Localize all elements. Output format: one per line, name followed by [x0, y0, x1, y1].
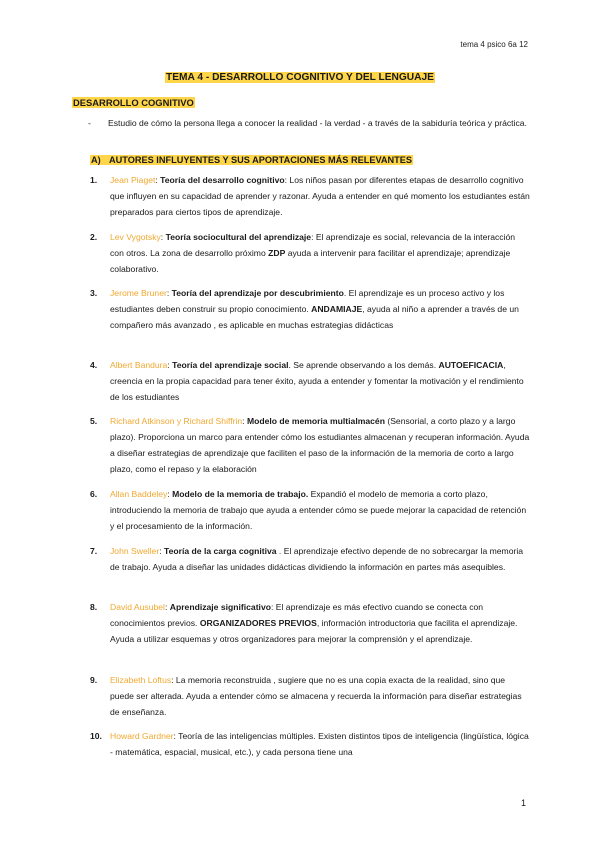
item-number: 9. — [90, 675, 98, 685]
item-keyword: AUTOEFICACIA — [438, 360, 504, 370]
item-body: John Sweller: Teoría de la carga cognitiva . El aprendizaje efectivo depende de no sobrecargar la memoria de trabajo. Ayuda a diseñar las unidades didácticas dividiendo la información en partes más asequibles. — [110, 546, 524, 572]
bullet-text: Estudio de cómo la persona llega a conocer la realidad - la verdad - a través de la sabiduría teórica y práctica. — [108, 118, 527, 128]
item-author: Howard Gardner — [110, 731, 174, 741]
item-text: . El aprendizaje efectivo depende de no sobrecargar la memoria de trabajo. Ayuda a diseñar las unidades didácticas dividiendo la información en partes más asequibles. — [110, 546, 524, 572]
intro-bullet — [88, 115, 528, 131]
item-number: 3. — [90, 288, 98, 298]
item-theory: Modelo de memoria multialmacén — [246, 416, 385, 426]
item-number: 5. — [90, 416, 98, 426]
page-number: 1 — [520, 798, 526, 808]
item-author: Richard Atkinson y Richard Shiffrin — [110, 416, 243, 426]
item-author: John Sweller — [110, 546, 160, 556]
item-number: 2. — [90, 232, 98, 242]
item-number: 10. — [90, 731, 102, 741]
item-text: Los niños pasan por diferentes etapas de desarrollo cognitivo que influyen en su capacidad de aprender y razonar. Ayuda a entender en qué momento los estudiantes están preparados para ciertos tipos de aprendizaje. — [110, 175, 530, 217]
header-label: tema 4 psico 6a 12 — [460, 40, 528, 49]
subheading-letter: A) — [91, 155, 101, 165]
page-title-text: TEMA 4 - DESARROLLO COGNITIVO Y DEL LENGUAJE — [166, 72, 434, 83]
item-text-cont: , información introductoria que facilita el aprendizaje. Ayuda a utilizar esquemas y otros organizadores para mejorar la comprensión y el aprendizaje. — [110, 618, 518, 644]
list-item — [90, 285, 530, 333]
item-body: Lev Vygotsky: Teoría sociocultural del aprendizaje: El aprendizaje es social, relevancia de la interacción con otros. La zona de desarrollo próximo ZDP ayuda a intervenir para facilitar el aprendizaje; aprendizaje colaborativo. — [110, 232, 516, 274]
subheading — [90, 155, 413, 165]
subheading-highlight — [90, 155, 413, 165]
list-item — [90, 357, 530, 405]
item-theory: Teoría del desarrollo cognitivo — [160, 175, 285, 185]
list-item — [90, 413, 530, 477]
section-heading — [72, 97, 195, 108]
list-item — [90, 672, 530, 720]
section-heading-text: DESARROLLO COGNITIVO — [73, 97, 194, 108]
item-text: . El aprendizaje es un proceso activo y los estudiantes deben construir su propio conocimiento. — [110, 288, 505, 314]
item-author: Elizabeth Loftus — [110, 675, 172, 685]
item-number: 7. — [90, 546, 98, 556]
item-body: Elizabeth Loftus: La memoria reconstruida , sugiere que no es una copia exacta de la realidad, sino que puede ser alterada. Ayuda a entender cómo se almacena y recuerda la información para diseñar estrategias de enseñanza. — [110, 675, 522, 717]
item-author: Lev Vygotsky — [110, 232, 161, 242]
item-body: Jean Piaget: Teoría del desarrollo cognitivo: Los niños pasan por diferentes etapas de desarrollo cognitivo que influyen en su capacidad de aprender y razonar. Ayuda a entender en qué momento los estudiantes están preparados para ciertos tipos de aprendizaje. — [110, 175, 530, 217]
item-body: David Ausubel: Aprendizaje significativo: El aprendizaje es más efectivo cuando se conecta con conocimientos previos. ORGANIZADORES PREVIOS, información introductoria que facilita el aprendizaje. Ayuda a utilizar esquemas y otros organizadores para mejorar la comprensión y el aprendizaje. — [110, 602, 518, 644]
item-text: Expandió el modelo de memoria a corto plazo, introduciendo la memoria de trabajo que ayuda a entender cómo se puede mejorar la capacidad de retención y el procesamiento de la información. — [110, 489, 527, 531]
item-text: La memoria reconstruida , sugiere que no es una copia exacta de la realidad, sino que puede ser alterada. Ayuda a entender cómo se almacena y recuerda la información para diseñar estrategias de enseñanza. — [110, 675, 522, 717]
item-body: Allan Baddeley: Modelo de la memoria de trabajo. Expandió el modelo de memoria a corto plazo, introduciendo la memoria de trabajo que ayuda a entender cómo se puede mejorar la capacidad de retención y el procesamiento de la información. — [110, 489, 527, 531]
item-author: Albert Bandura — [110, 360, 168, 370]
item-author: Jean Piaget — [110, 175, 156, 185]
item-keyword: ANDAMIAJE — [311, 304, 363, 314]
item-number: 1. — [90, 175, 98, 185]
item-theory: Teoría del aprendizaje social — [172, 360, 289, 370]
item-text-cont: ayuda a intervenir para facilitar el aprendizaje; aprendizaje colaborativo. — [110, 248, 511, 274]
item-author: Allan Baddeley — [110, 489, 168, 499]
item-text-cont: , creencia en la propia capacidad para tener éxito, ayuda a entender y fomentar la motivación y el rendimiento de los estudiantes — [110, 360, 524, 402]
list-item — [90, 543, 530, 575]
item-theory: Aprendizaje significativo — [169, 602, 271, 612]
item-number: 4. — [90, 360, 98, 370]
item-text: (Sensorial, a corto plazo y a largo plazo). Proporciona un marco para entender cómo los estudiantes almacenan y recuperan información. Ayuda a diseñar estrategias de aprendizaje que faciliten el paso de la información de la memoria de corto a largo plazo, como el repaso y la elaboración — [110, 416, 530, 474]
item-text-cont: , ayuda al niño a aprender a través de un compañero más avanzado , es aplicable en muchas estrategias didácticas — [110, 304, 519, 330]
list-item — [90, 599, 530, 647]
page-title — [0, 72, 600, 83]
item-theory: Teoría del aprendizaje por descubrimiento — [171, 288, 344, 298]
bullet-dash: - — [88, 118, 91, 128]
item-theory: Teoría de la carga cognitiva — [163, 546, 277, 556]
item-text: Teoría de las inteligencias múltiples. Existen distintos tipos de inteligencia (lingüística, lógica - matemática, espacial, musical, etc.), y cada persona tiene una — [110, 731, 529, 757]
subheading-text: AUTORES INFLUYENTES Y SUS APORTACIONES MÁS RELEVANTES — [109, 155, 413, 165]
list-item — [90, 728, 530, 760]
item-author: David Ausubel — [110, 602, 165, 612]
item-body: Richard Atkinson y Richard Shiffrin: Modelo de memoria multialmacén (Sensorial, a corto plazo y a largo plazo). Proporciona un marco para entender cómo los estudiantes almacenan y recuperan información. Ayuda a diseñar estrategias de aprendizaje que faciliten el paso de la información de la memoria de corto a largo plazo, como el repaso y la elaboración — [110, 416, 530, 474]
item-theory: Teoría sociocultural del aprendizaje — [165, 232, 312, 242]
list-item — [90, 486, 530, 534]
item-theory: Modelo de la memoria de trabajo. — [172, 489, 309, 499]
item-number: 8. — [90, 602, 98, 612]
item-body: Jerome Bruner: Teoría del aprendizaje por descubrimiento. El aprendizaje es un proceso activo y los estudiantes deben construir su propio conocimiento. ANDAMIAJE, ayuda al niño a aprender a través de un compañero más avanzado , es aplicable en muchas estrategias didácticas — [110, 288, 519, 330]
item-keyword: ZDP — [268, 248, 286, 258]
item-text: El aprendizaje es más efectivo cuando se conecta con conocimientos previos. — [110, 602, 484, 628]
item-body: Howard Gardner: Teoría de las inteligencias múltiples. Existen distintos tipos de inteligencia (lingüística, lógica - matemática, espacial, musical, etc.), y cada persona tiene una — [110, 731, 529, 757]
list-item — [90, 172, 530, 220]
item-keyword: ORGANIZADORES PREVIOS — [199, 618, 317, 628]
item-text: . Se aprende observando a los demás. — [288, 360, 439, 370]
item-author: Jerome Bruner — [110, 288, 167, 298]
item-number: 6. — [90, 489, 98, 499]
item-text: El aprendizaje es social, relevancia de la interacción con otros. La zona de desarrollo próximo — [110, 232, 516, 258]
item-body: Albert Bandura: Teoría del aprendizaje social. Se aprende observando a los demás. AUTOEFICACIA, creencia en la propia capacidad para tener éxito, ayuda a entender y fomentar la motivación y el rendimiento de los estudiantes — [110, 360, 524, 402]
list-item — [90, 229, 530, 277]
